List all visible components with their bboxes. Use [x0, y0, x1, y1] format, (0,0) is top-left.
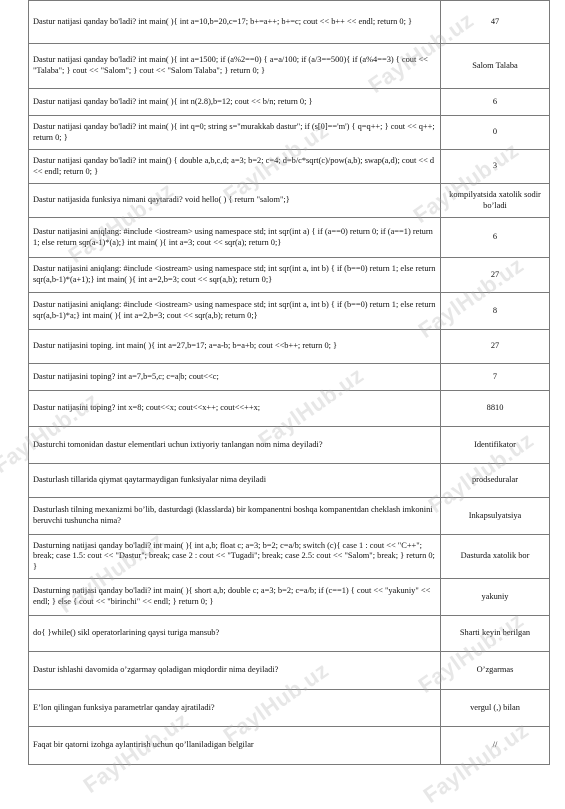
answer-cell: 0	[441, 116, 550, 150]
answer-cell: 6	[441, 218, 550, 258]
answer-cell: 27	[441, 330, 550, 364]
answer-cell: Dasturda xatolik bor	[441, 535, 550, 579]
answer-cell: Sharti keyin berilgan	[441, 616, 550, 652]
question-cell: Dastur natijasini toping? int a=7,b=5,c; c=a|b; cout<<c;	[29, 364, 441, 391]
table-row	[29, 652, 550, 690]
answer-cell: 3	[441, 150, 550, 184]
table-row	[29, 535, 550, 579]
question-cell: Dasturning natijasi qanday bo'ladi? int main( ){ int a,b; float c; a=3; b=2; c=a/b; switch (c){ case 1 : cout << "C++"; break; case 1.5: cout << "Dastur"; break; case 2 : cout << "Tugadi"; break; case 2.5: cout << "Salom"; break; } return 0; }	[29, 535, 441, 579]
qa-table-body	[29, 1, 550, 765]
question-cell: E’lon qilingan funksiya parametrlar qanday ajratiladi?	[29, 690, 441, 727]
answer-cell: prodseduralar	[441, 464, 550, 498]
answer-cell: Salom Talaba	[441, 44, 550, 89]
answer-cell: //	[441, 727, 550, 765]
question-cell: Dastur natijasi qanday bo'ladi? int main( ){ int a=10,b=20,c=17; b+=a++; b+=c; cout << b++ << endl; return 0; }	[29, 1, 441, 44]
question-cell: Dastur natijasi qanday bo'ladi? int main( ){ int n(2.8),b=12; cout << b/n; return 0; }	[29, 89, 441, 116]
table-row	[29, 690, 550, 727]
question-cell: Faqat bir qatorni izohga aylantirish uchun qo’llaniladigan belgilar	[29, 727, 441, 765]
table-row	[29, 218, 550, 258]
question-cell: Dastur natijasini toping. int main( ){ int a=27,b=17; a=a-b; b=a+b; cout <<b++; return 0; }	[29, 330, 441, 364]
table-row	[29, 330, 550, 364]
table-row	[29, 258, 550, 293]
table-row	[29, 391, 550, 427]
answer-cell: 47	[441, 1, 550, 44]
question-cell: Dastur natijasini aniqlang: #include <iostream> using namespace std; int sqr(int a) { if (a==0) return 0; if (a==1) return 1; else return sqr(a-1)*(a);} int main( ){ int a=3; cout << sqr(a); return 0;}	[29, 218, 441, 258]
table-row	[29, 579, 550, 616]
answer-cell: yakuniy	[441, 579, 550, 616]
table-row	[29, 1, 550, 44]
answer-cell: 27	[441, 258, 550, 293]
question-cell: Dasturning natijasi qanday bo'ladi? int main( ){ short a,b; double c; a=3; b=2; c=a/b; if (c==1) { cout << "yakuniy" << endl; } else { cout << "birinchi" << endl; } return 0; }	[29, 579, 441, 616]
table-row	[29, 293, 550, 330]
question-cell: Dasturchi tomonidan dastur elementlari uchun ixtiyoriy tanlangan nom nima deyiladi?	[29, 427, 441, 464]
table-row	[29, 44, 550, 89]
table-row	[29, 116, 550, 150]
question-cell: Dastur ishlashi davomida o’zgarmay qoladigan miqdordir nima deyiladi?	[29, 652, 441, 690]
table-row	[29, 427, 550, 464]
answer-cell: O’zgarmas	[441, 652, 550, 690]
question-cell: Dastur natijasini aniqlang: #include <iostream> using namespace std; int sqr(int a, int b) { if (b==0) return 1; else return sqr(a,b-1)*(a+1);} int main( ){ int a=2,b=3; cout << sqr(a,b); return 0;}	[29, 258, 441, 293]
table-row	[29, 184, 550, 218]
question-cell: do{ }while() sikl operatorlarining qaysi turiga mansub?	[29, 616, 441, 652]
table-row	[29, 498, 550, 535]
question-cell: Dastur natijasini toping? int x=8; cout<<x; cout<<x++; cout<<++x;	[29, 391, 441, 427]
question-cell: Dastur natijasi qanday bo'ladi? int main( ){ int a=1500; if (a%2==0) { a=a/100; if (a/3==500){ if (a%4==3) { cout << "Talaba"; } cout << "Salom"; } cout << "Salom Talaba"; } return 0; }	[29, 44, 441, 89]
answer-cell: vergul (,) bilan	[441, 690, 550, 727]
table-row	[29, 727, 550, 765]
answer-cell: kompilyatsida xatolik sodir bo’ladi	[441, 184, 550, 218]
question-cell: Dastur natijasini aniqlang: #include <iostream> using namespace std; int sqr(int a, int b) { if (b==0) return 1; else return sqr(a,b-1)*a;} int main( ){ int a=2,b=3; cout << sqr(a,b); return 0;}	[29, 293, 441, 330]
question-cell: Dastur natijasida funksiya nimani qaytaradi? void hello( ) { return "salom";}	[29, 184, 441, 218]
answer-cell: Identifikator	[441, 427, 550, 464]
table-row	[29, 364, 550, 391]
table-row	[29, 616, 550, 652]
question-cell: Dastur natijasi qanday bo'ladi? int main( ){ int q=0; string s="murakkab dastur"; if (s[0]=='m') { q=q++; } cout << q++; return 0; }	[29, 116, 441, 150]
question-cell: Dastur natijasi qanday bo'ladi? int main() { double a,b,c,d; a=3; b=2; c=4; d=b/c*sqrt(c)/pow(a,b); swap(a,d); cout << d << endl; return 0; }	[29, 150, 441, 184]
question-cell: Dasturlash tillarida qiymat qaytarmaydigan funksiyalar nima deyiladi	[29, 464, 441, 498]
answer-cell: 8810	[441, 391, 550, 427]
answer-cell: 8	[441, 293, 550, 330]
table-row	[29, 150, 550, 184]
answer-cell: 7	[441, 364, 550, 391]
qa-table	[28, 0, 550, 765]
table-row	[29, 464, 550, 498]
question-cell: Dasturlash tilning mexanizmi bo’lib, dasturdagi (klasslarda) bir kompanentni boshqa kompanentdan cheklash imkonini beruvchi tushuncha nima?	[29, 498, 441, 535]
answer-cell: 6	[441, 89, 550, 116]
answer-cell: Inkapsulyatsiya	[441, 498, 550, 535]
table-row	[29, 89, 550, 116]
